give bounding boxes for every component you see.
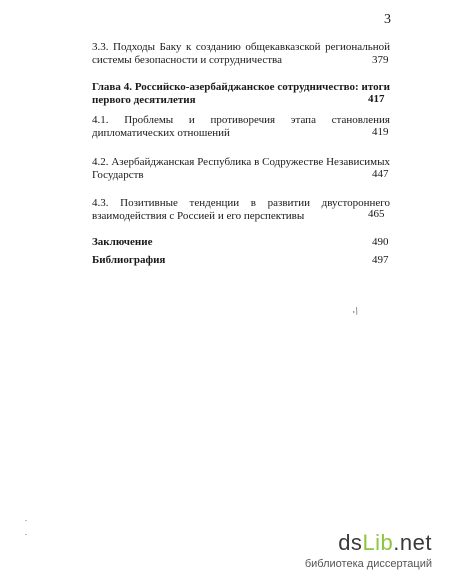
toc-entry-4-1 <box>92 114 390 140</box>
toc-entry-4-3 <box>92 197 390 223</box>
toc-entry-text: 4.1. Проблемы и противоречия этапа становления дипломатических отношений <box>92 114 390 139</box>
watermark-subtitle: библиотека диссертаций <box>304 558 432 570</box>
toc-entry-conclusion <box>92 236 390 249</box>
toc-entry-page: 447 <box>372 168 389 180</box>
stray-pen-mark: ·/ <box>350 305 361 319</box>
watermark-logo-lib: Lib <box>362 530 394 555</box>
toc-entry-text: Заключение <box>92 236 153 248</box>
toc-entry-page: 417 <box>368 93 385 105</box>
toc-entry-page: 379 <box>372 54 389 66</box>
page-number: 3 <box>384 12 391 27</box>
toc-entry-text: Библиография <box>92 254 166 266</box>
toc-entry-page: 419 <box>372 126 389 138</box>
toc-entry-text: Глава 4. Российско-азербайджанское сотрудничество: итоги первого десятилетия <box>92 81 390 106</box>
toc-entry-chapter-4 <box>92 81 390 107</box>
watermark-logo <box>338 530 432 556</box>
toc-entry-page: 490 <box>372 236 389 248</box>
toc-entry-3-3 <box>92 41 390 67</box>
scan-artifact <box>25 534 27 535</box>
toc-entry-bibliography <box>92 254 390 267</box>
toc-entry-page: 497 <box>372 254 389 266</box>
toc-entry-page: 465 <box>368 208 385 220</box>
toc-entry-text: 3.3. Подходы Баку к созданию общекавказской региональной системы безопасности и сотрудничества <box>92 41 390 66</box>
watermark-logo-net: .net <box>393 530 432 555</box>
watermark-logo-ds: ds <box>338 530 363 555</box>
toc-entry-4-2 <box>92 156 390 182</box>
toc-entry-text: 4.3. Позитивные тенденции в развитии двустороннего взаимодействия с Россией и его перспективы <box>92 197 390 222</box>
watermark <box>232 530 432 574</box>
toc-entry-text: 4.2. Азербайджанская Республика в Содружестве Независимых Государств <box>92 156 390 181</box>
scan-artifact <box>25 520 27 521</box>
